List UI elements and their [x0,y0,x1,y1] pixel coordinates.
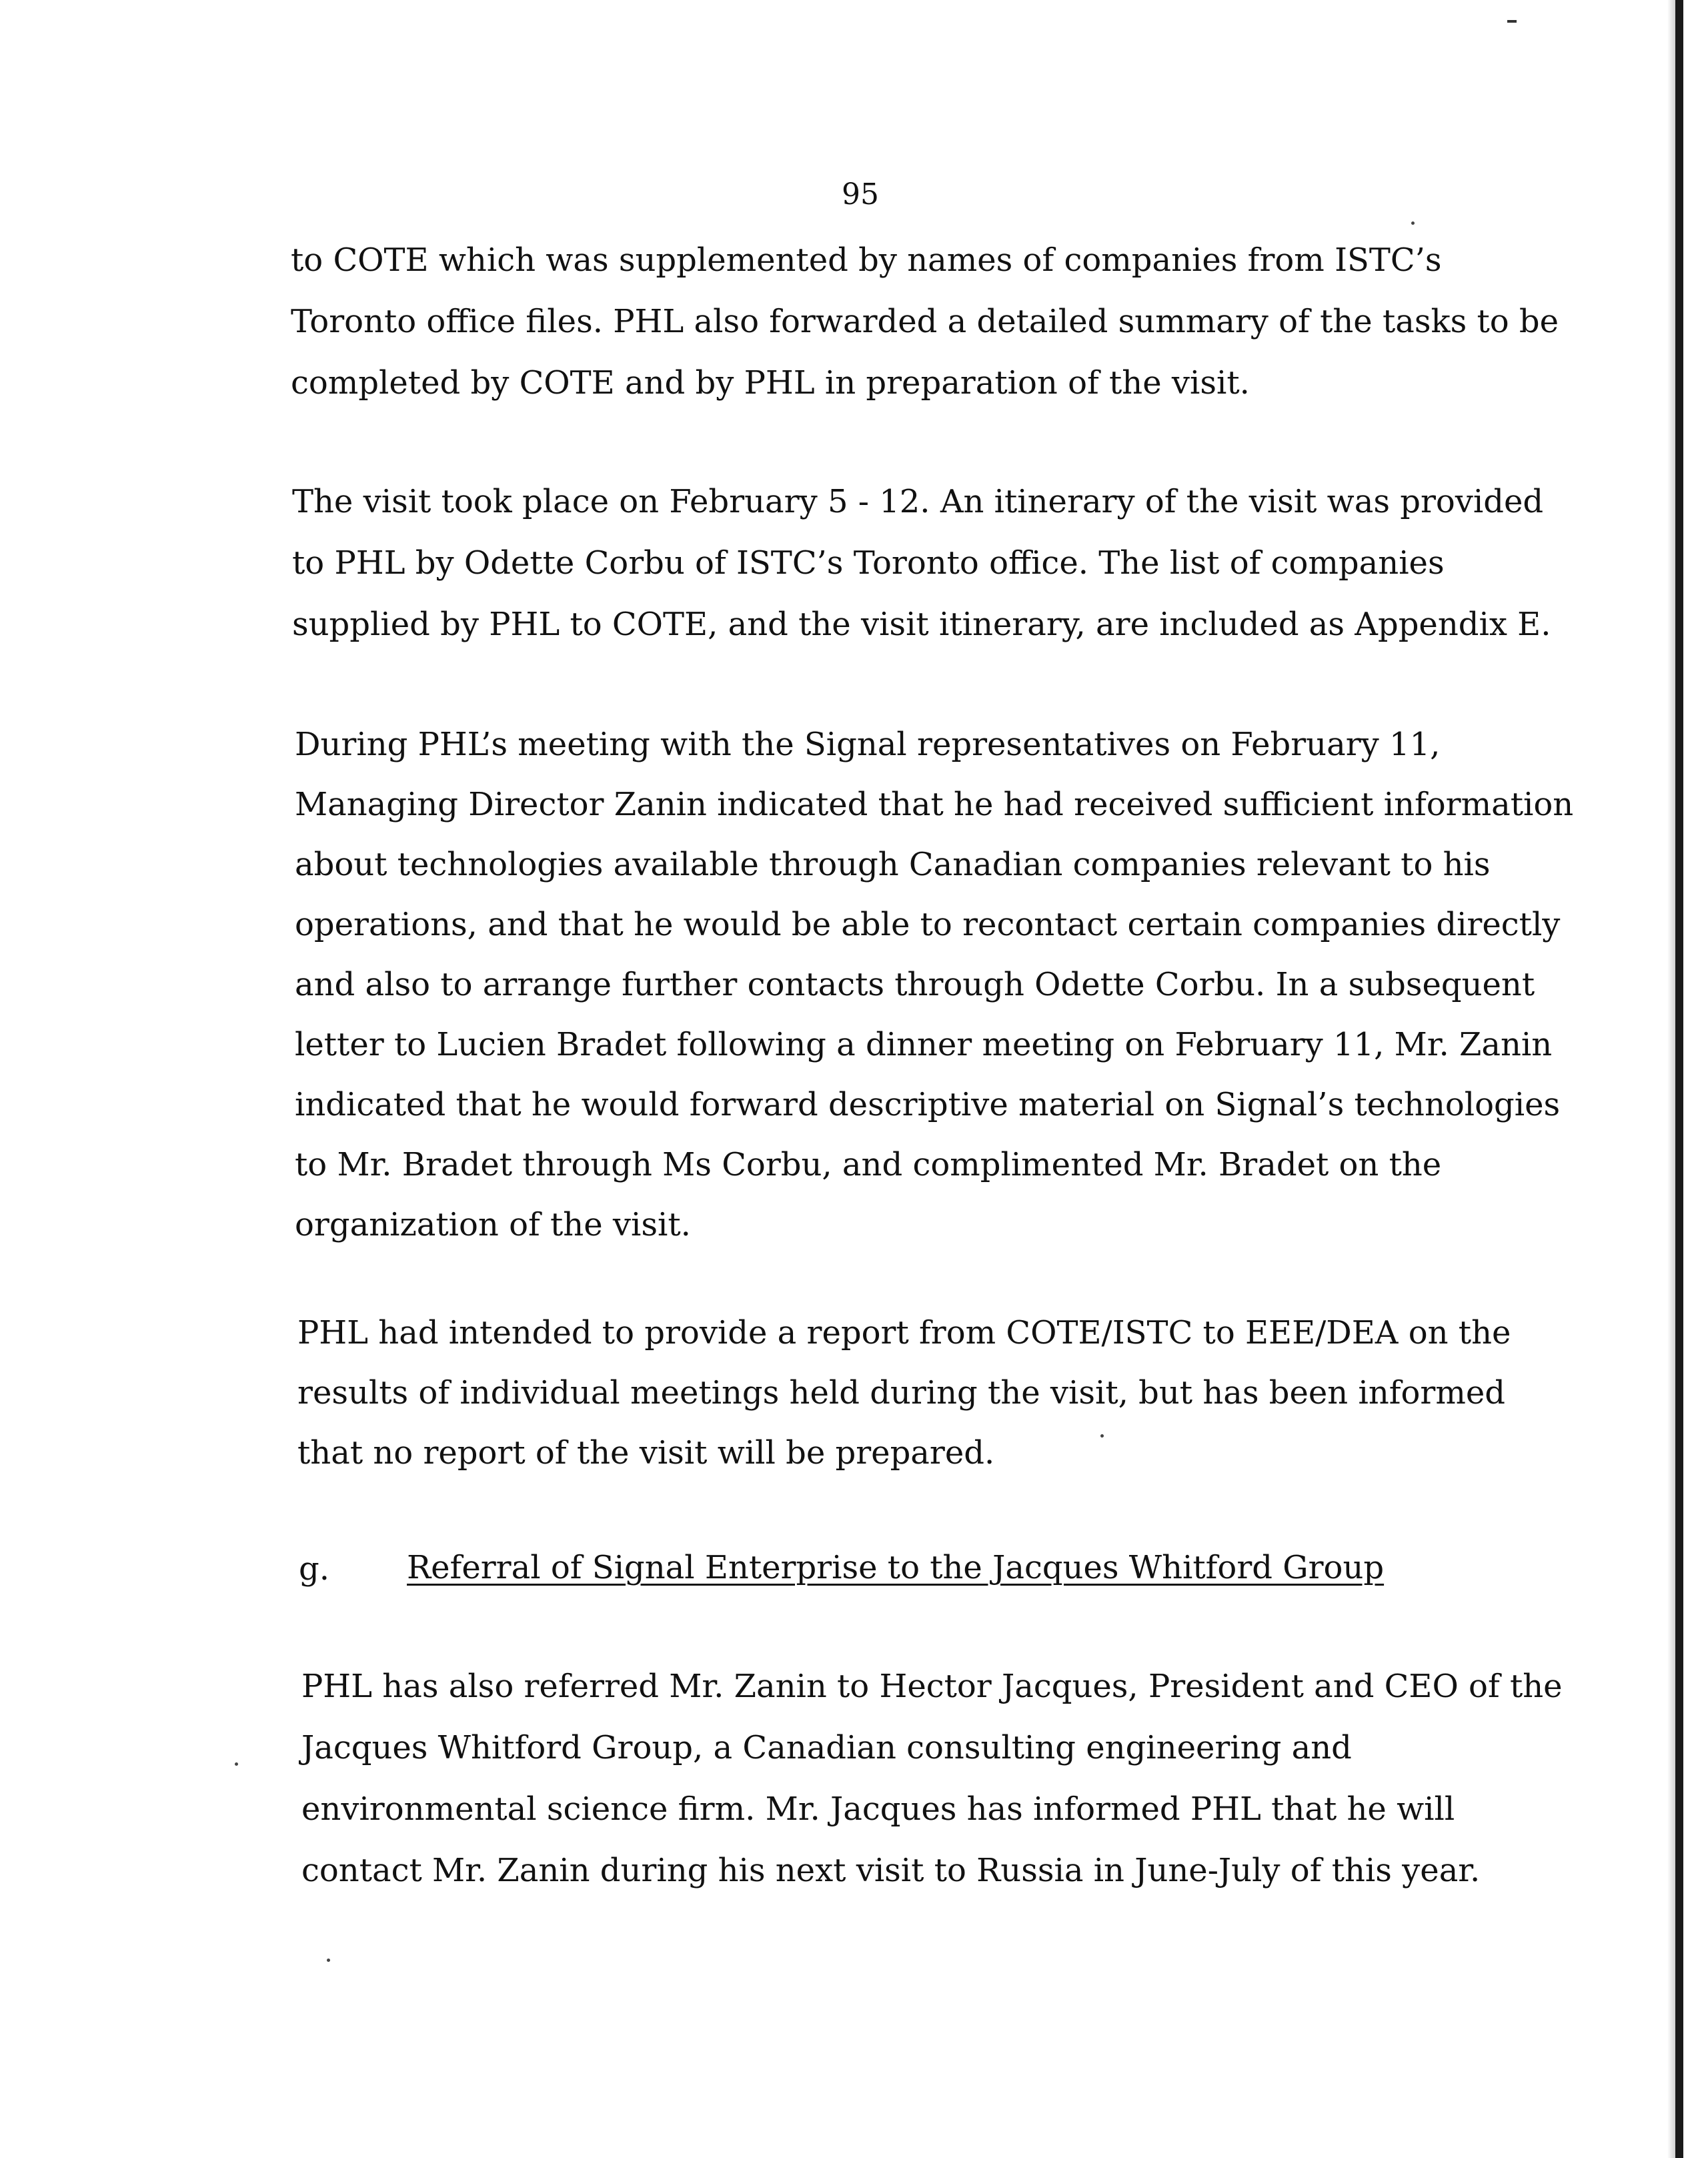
paragraph-3-line-4: operations, and that he would be able to recontact certain companies directly [295,906,1561,943]
final-paragraph-line-3: environmental science firm. Mr. Jacques has informed PHL that he will [301,1790,1455,1828]
paragraph-2-line-3: supplied by PHL to COTE, and the visit itinerary, are included as Appendix E. [292,606,1551,643]
paragraph-3-line-5: and also to arrange further contacts through Odette Corbu. In a subsequent [295,966,1535,1003]
paragraph-3-line-3: about technologies available through Canadian companies relevant to his [295,846,1491,883]
paragraph-2-line-1: The visit took place on February 5 - 12. An itinerary of the visit was provided [292,483,1544,520]
paragraph-1-line-1: to COTE which was supplemented by names of companies from ISTC’s [291,241,1442,279]
page-edge-shadow [1667,0,1675,2158]
paragraph-2-line-2: to PHL by Odette Corbu of ISTC’s Toronto office. The list of companies [292,544,1445,582]
scan-speck [235,1762,238,1766]
paragraph-4-line-3: that no report of the visit will be prepared. [297,1434,995,1472]
final-paragraph-line-4: contact Mr. Zanin during his next visit to Russia in June-July of this year. [301,1852,1481,1889]
paragraph-3-line-6: letter to Lucien Bradet following a dinner meeting on February 11, Mr. Zanin [295,1026,1553,1063]
paragraph-1-line-3: completed by COTE and by PHL in preparation of the visit. [291,364,1250,402]
final-paragraph-line-1: PHL has also referred Mr. Zanin to Hector Jacques, President and CEO of the [301,1668,1563,1705]
scan-mark [1507,20,1517,23]
paragraph-1-line-2: Toronto office files. PHL also forwarded a detailed summary of the tasks to be [291,303,1559,340]
paragraph-3-line-1: During PHL’s meeting with the Signal representatives on February 11, [295,726,1441,763]
section-title: Referral of Signal Enterprise to the Jacques Whitford Group [407,1549,1385,1586]
page-edge-bar [1675,0,1683,2158]
paragraph-3-line-9: organization of the visit. [295,1206,691,1243]
paragraph-3-line-8: to Mr. Bradet through Ms Corbu, and complimented Mr. Bradet on the [295,1146,1442,1183]
paragraph-3-line-7: indicated that he would forward descriptive material on Signal’s technologies [295,1086,1561,1123]
paragraph-4-line-2: results of individual meetings held during the visit, but has been informed [297,1374,1505,1412]
scan-speck [1411,221,1415,225]
page-number: 95 [842,177,879,211]
scan-speck [1100,1434,1104,1438]
scan-speck [327,1959,330,1962]
final-paragraph-line-2: Jacques Whitford Group, a Canadian consulting engineering and [301,1729,1352,1766]
paragraph-3-line-2: Managing Director Zanin indicated that he had received sufficient information [295,786,1574,823]
paragraph-4-line-1: PHL had intended to provide a report from COTE/ISTC to EEE/DEA on the [297,1314,1511,1352]
section-letter: g. [299,1550,329,1588]
